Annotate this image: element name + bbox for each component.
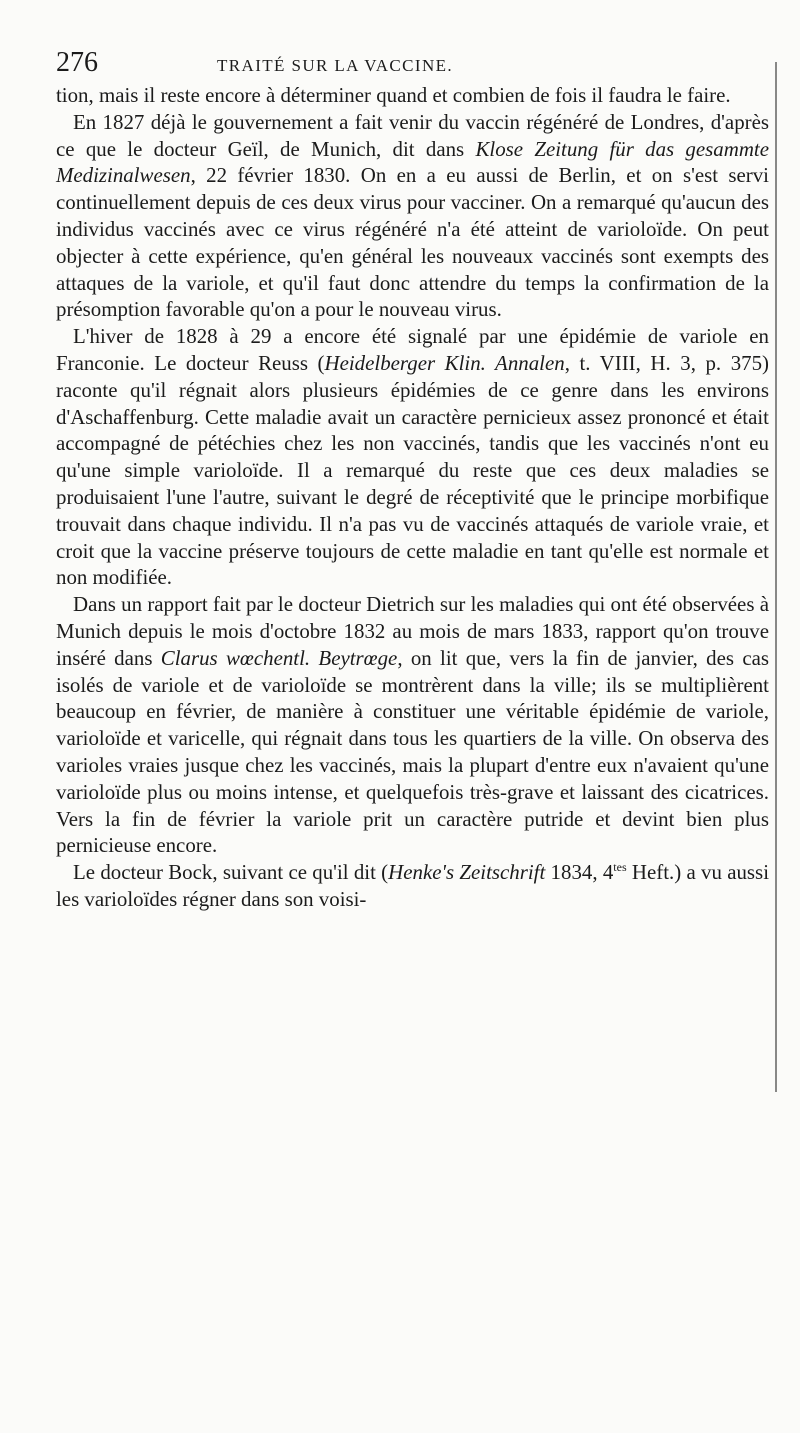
text-run: , t. VIII, H. 3, p. 375) raconte qu'il régnait alors plusieurs épidémies de ce genre dans les environs d'Aschaffenburg. Cette maladie avait un caractère pernicieux assez prononcé et était accompagné de pétéchies chez les non vaccinés, tandis que les vaccinés n'ont eu qu'une simple varioloïde. Il a remarqué du reste que ces deux maladies se produisaient l'une l'autre, suivant le degré de réceptivité que le principe morbifique trouvait dans chaque individu. Il n'a pas vu de vaccinés attaqués de variole vraie, et croit que la vaccine préserve toujours de cette maladie en tant qu'elle est normale et non modifiée. — [56, 350, 770, 590]
italic-citation: Clarus wœchentl. Beytrœge — [160, 645, 398, 670]
text-run: 1834, 4 — [545, 860, 614, 885]
paragraph — [56, 591, 769, 859]
body-text — [56, 82, 769, 913]
paragraph — [56, 109, 769, 323]
paragraph — [56, 82, 769, 109]
page-edge-rule — [775, 62, 777, 1092]
page-number: 276 — [56, 47, 98, 78]
text-run: Le docteur Bock, suivant ce qu'il dit ( — [73, 860, 389, 885]
superscript: tes — [613, 860, 627, 875]
text-run: Dans un rapport fait par le docteur Dietrich sur les maladies qui ont été observées à Munich depuis le mois d'octobre 1832 au mois de mars 1833, rapport qu'on trouve inséré dans — [56, 592, 769, 670]
italic-citation: Henke's Zeitschrift — [388, 860, 546, 885]
text-run: Heft.) a vu aussi les varioloïdes régner dans son voisi- — [56, 860, 769, 911]
italic-citation: Klose Zeitung für das gesammte Medizinalwesen — [56, 136, 769, 188]
text-run: , 22 février 1830. On en a eu aussi de Berlin, et on s'est servi continuellement depuis de ces deux virus pour vacciner. On a remarqué qu'aucun des individus vaccinés avec ce virus régénéré n'a été atteint de varioloïde. On peut objecter à cette expérience, qu'en général les nouveaux vaccinés sont exempts des attaques de la variole, et qu'il faut donc attendre du temps la confirmation de la présomption favorable qu'on a pour le nouveau virus. — [56, 163, 769, 322]
italic-citation: Heidelberger Klin. Annalen — [324, 350, 565, 375]
paragraph — [56, 859, 769, 913]
text-run: En 1827 déjà le gouvernement a fait venir du vaccin régénéré de Londres, d'après ce que le docteur Geïl, de Munich, dit dans — [56, 109, 769, 161]
text-run: L'hiver de 1828 à 29 a encore été signalé par une épidémie de variole en Franconie. Le docteur Reuss ( — [56, 324, 769, 375]
paragraph — [56, 323, 769, 591]
text-run: tion, mais il reste encore à déterminer quand et combien de fois il faudra le faire. — [56, 83, 731, 107]
page-header — [56, 46, 774, 80]
running-title: TRAITÉ SUR LA VACCINE. — [217, 56, 454, 75]
text-run: , on lit que, vers la fin de janvier, des cas isolés de variole et de varioloïde se montrèrent dans la ville; ils se multiplièrent beaucoup en février, de manière à constituer une véritable épidémie de variole, varioloïde et varicelle, qui régnait dans tous les quartiers de la ville. On observa des varioles vraies jusque chez les vaccinés, mais la plupart d'entre eux n'avaient qu'une varioloïde plus ou moins intense, et quelquefois très-grave et laissant des cicatrices. Vers la fin de février la variole prit un caractère putride et devint bien plus pernicieuse encore. — [56, 645, 770, 858]
